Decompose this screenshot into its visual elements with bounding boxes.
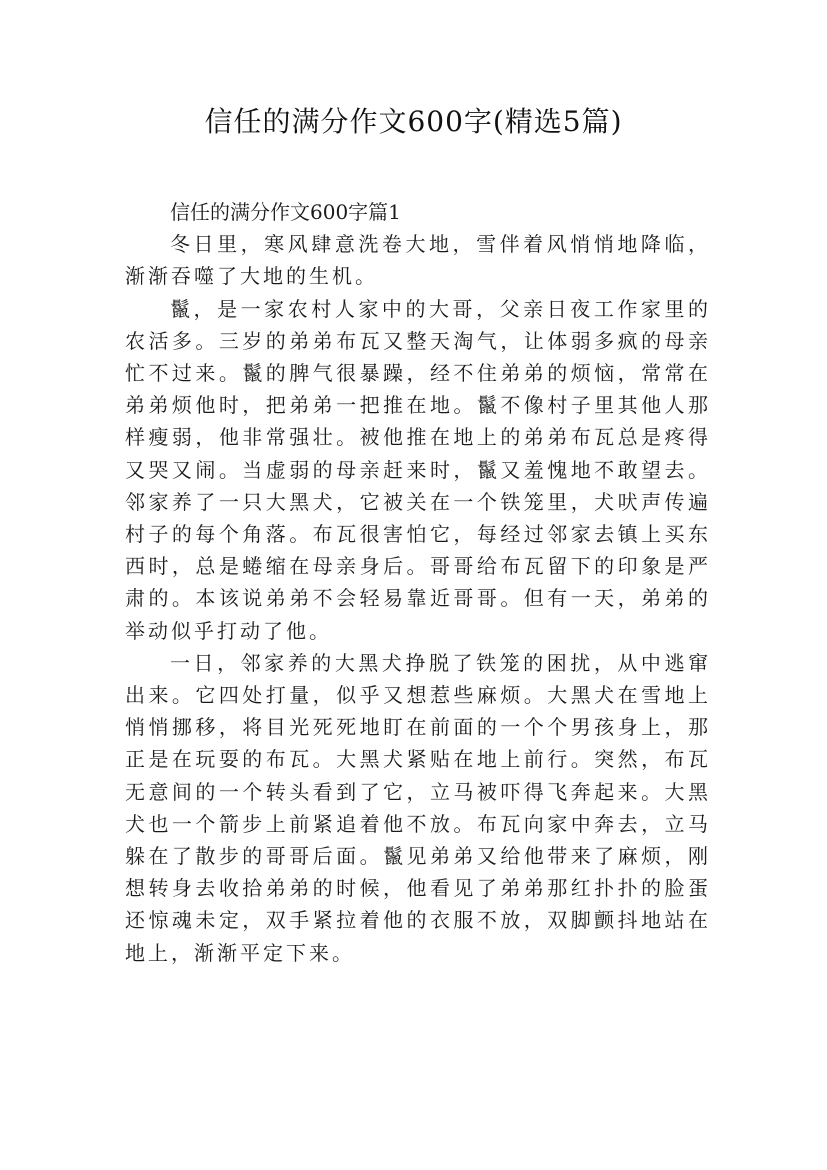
paragraph-3: 一日，邻家养的大黑犬挣脱了铁笼的困扰，从中逃窜出来。它四处打量，似乎又想惹些麻烦。大黑犬在雪地上悄悄挪移，将目光死死地盯在前面的一个个男孩身上，那正是在玩耍的布瓦。大黑犬紧贴在地上前行。突然，布瓦无意间的一个转头看到了它，立马被吓得飞奔起来。大黑犬也一个箭步上前紧追着他不放。布瓦向家中奔去，立马躲在了散步的哥哥后面。鬣见弟弟又给他带来了麻烦，刚想转身去收拾弟弟的时候，他看见了弟弟那红扑扑的脸蛋还惊魂未定，双手紧拉着他的衣服不放，双脚颤抖地站在地上，渐渐平定下来。 xyxy=(125,650,711,965)
document-body xyxy=(125,196,711,969)
section-heading: 信任的满分作文600字篇1 xyxy=(170,200,401,224)
paragraph-2: 鬣，是一家农村人家中的大哥，父亲日夜工作家里的农活多。三岁的弟弟布瓦又整天淘气，让体弱多疯的母亲忙不过来。鬣的脾气很暴躁，经不住弟弟的烦恼，常常在弟弟烦他时，把弟弟一把推在地。鬣不像村子里其他人那样瘦弱，他非常强壮。被他推在地上的弟弟布瓦总是疼得又哭又闹。当虚弱的母亲赶来时，鬣又羞愧地不敢望去。邻家养了一只大黑犬，它被关在一个铁笼里，犬吠声传遍村子的每个角落。布瓦很害怕它，每经过邻家去镇上买东西时，总是蜷缩在母亲身后。哥哥给布瓦留下的印象是严肃的。本该说弟弟不会轻易靠近哥哥。但有一天，弟弟的举动似乎打动了他。 xyxy=(125,296,711,643)
paragraph-1: 冬日里，寒风肆意洗卷大地，雪伴着风悄悄地降临，渐渐吞噬了大地的生机。 xyxy=(125,232,711,289)
document-title: 信任的满分作文600字(精选5篇) xyxy=(204,105,623,138)
